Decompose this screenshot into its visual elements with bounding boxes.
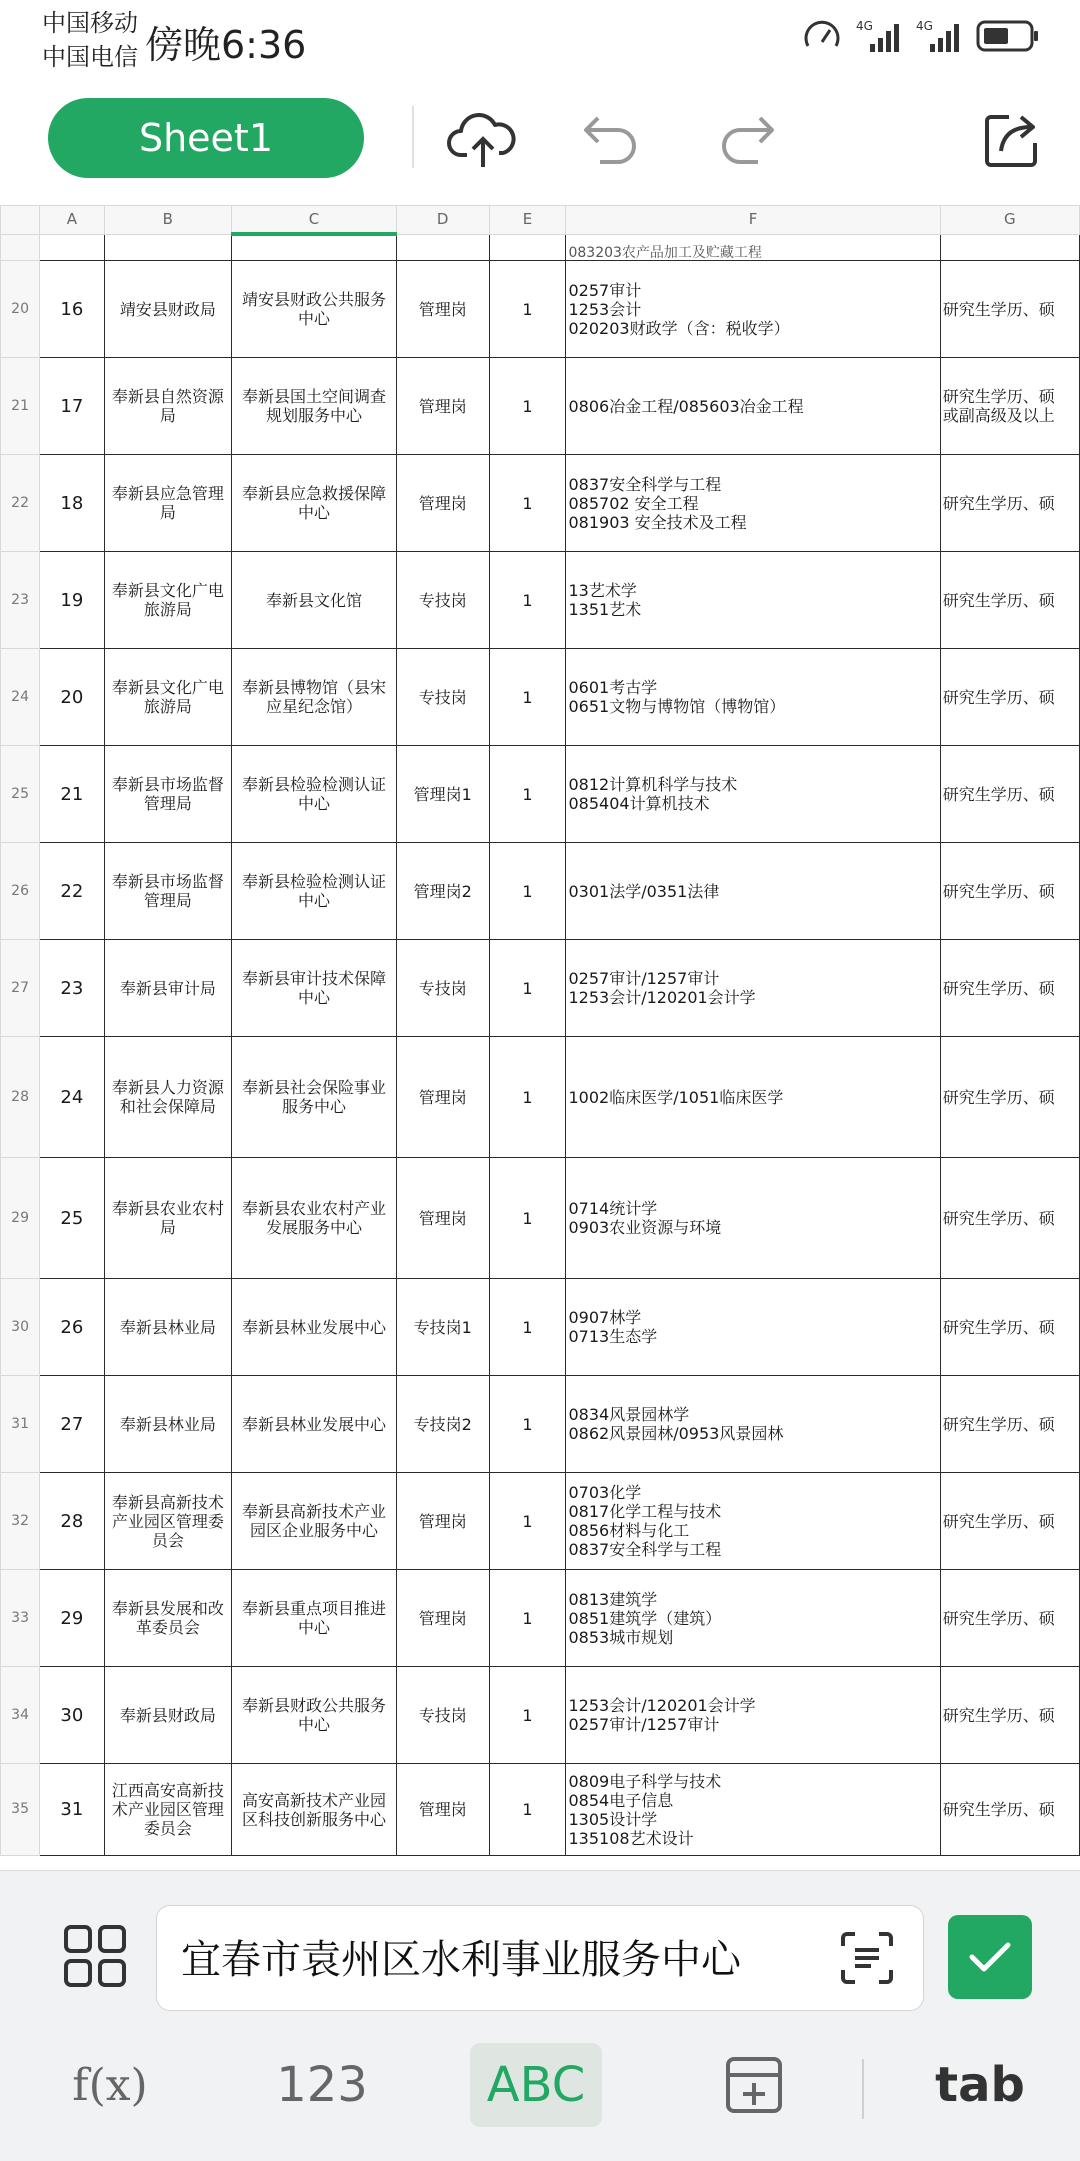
table-cell[interactable]: 21 [40, 746, 104, 843]
table-cell[interactable]: 23 [40, 940, 104, 1037]
table-cell[interactable]: 1 [489, 1764, 566, 1856]
signal-1-icon [856, 18, 902, 54]
table-cell[interactable]: 靖安县财政局 [104, 261, 232, 358]
table-cell[interactable] [396, 234, 489, 261]
row-number[interactable]: 31 [1, 1376, 40, 1473]
net-2-label: 4G [916, 19, 933, 33]
table-cell[interactable]: 19 [40, 552, 104, 649]
scan-text-icon[interactable] [839, 1930, 895, 1986]
table-cell[interactable]: 奉新县应急救援保障中心 [232, 455, 397, 552]
table-row [1, 552, 1080, 649]
table-cell[interactable] [232, 234, 397, 261]
cell-content-value[interactable]: 宜春市袁州区水利事业服务中心 [181, 1937, 741, 1983]
table-row [1, 1667, 1080, 1764]
table-cell[interactable]: 研究生学历、硕 [940, 552, 1079, 649]
carrier-info [42, 6, 138, 74]
table-cell[interactable]: 奉新县高新技术产业园区管理委员会 [104, 1473, 232, 1570]
table-cell[interactable]: 奉新县财政局 [104, 1667, 232, 1764]
table-cell[interactable]: 江西高安高新技术产业园区管理委员会 [104, 1764, 232, 1856]
table-cell[interactable]: 管理岗1 [396, 746, 489, 843]
table-cell[interactable]: 奉新县社会保险事业服务中心 [232, 1037, 397, 1158]
table-cell[interactable]: 1 [489, 261, 566, 358]
table-cell[interactable]: 研究生学历、硕 [940, 1279, 1079, 1376]
table-cell[interactable]: 0834风景园林学 0862风景园林/0953风景园林 [566, 1376, 940, 1473]
table-cell[interactable]: 1 [489, 1667, 566, 1764]
battery-icon [976, 19, 1040, 53]
table-cell[interactable]: 0601考古学 0651文物与博物馆（博物馆） [566, 649, 940, 746]
table-cell[interactable]: 0806冶金工程/085603冶金工程 [566, 358, 940, 455]
table-cell[interactable]: 1 [489, 940, 566, 1037]
table-cell[interactable] [104, 234, 232, 261]
table-cell[interactable]: 1 [489, 1473, 566, 1570]
table-cell[interactable]: 研究生学历、硕 [940, 746, 1079, 843]
share-icon[interactable] [974, 102, 1050, 178]
clock: 傍晚6:36 [145, 23, 307, 67]
table-cell[interactable]: 研究生学历、硕 [940, 1473, 1079, 1570]
table-cell[interactable]: 1 [489, 1037, 566, 1158]
table-row-partial [1, 234, 1080, 261]
table-row [1, 261, 1080, 358]
table-cell[interactable]: 奉新县林业发展中心 [232, 1376, 397, 1473]
status-icons [802, 18, 1040, 54]
table-cell[interactable]: 奉新县国土空间调查规划服务中心 [232, 358, 397, 455]
table-cell[interactable]: 专技岗 [396, 1667, 489, 1764]
cloud-upload-icon[interactable] [444, 102, 520, 178]
table-cell[interactable]: 研究生学历、硕 [940, 649, 1079, 746]
table-cell[interactable]: 研究生学历、硕 [940, 1158, 1079, 1279]
status-bar [0, 0, 1080, 80]
table-cell[interactable]: 管理岗 [396, 1764, 489, 1856]
row-number[interactable]: 29 [1, 1158, 40, 1279]
table-cell[interactable]: 1 [489, 649, 566, 746]
table-cell[interactable]: 28 [40, 1473, 104, 1570]
table-cell[interactable]: 1 [489, 358, 566, 455]
table-cell[interactable]: 1 [489, 1376, 566, 1473]
table-cell[interactable]: 0837安全科学与工程 085702 安全工程 081903 安全技术及工程 [566, 455, 940, 552]
table-cell[interactable]: 24 [40, 1037, 104, 1158]
table-cell[interactable]: 18 [40, 455, 104, 552]
table-cell[interactable]: 奉新县发展和改革委员会 [104, 1570, 232, 1667]
table-cell[interactable]: 专技岗1 [396, 1279, 489, 1376]
table-cell[interactable]: 奉新县文化广电旅游局 [104, 649, 232, 746]
confirm-button[interactable] [948, 1915, 1032, 1999]
table-row [1, 1473, 1080, 1570]
row-number[interactable]: 32 [1, 1473, 40, 1570]
table-cell[interactable]: 1 [489, 746, 566, 843]
mode-divider [862, 2059, 864, 2119]
table-cell[interactable]: 25 [40, 1158, 104, 1279]
row-number[interactable]: 27 [1, 940, 40, 1037]
table-cell[interactable]: 奉新县高新技术产业园区企业服务中心 [232, 1473, 397, 1570]
abc-mode-key[interactable]: ABC [470, 2043, 602, 2127]
table-cell[interactable]: 研究生学历、硕 [940, 455, 1079, 552]
column-header-c[interactable]: C [232, 206, 397, 235]
table-cell[interactable]: 管理岗 [396, 261, 489, 358]
table-cell[interactable]: 29 [40, 1570, 104, 1667]
table-cell[interactable]: 1 [489, 455, 566, 552]
table-cell[interactable]: 奉新县文化馆 [232, 552, 397, 649]
input-mode-bar [0, 2033, 1080, 2133]
table-cell[interactable]: 1 [489, 1279, 566, 1376]
row-number[interactable]: 26 [1, 843, 40, 940]
table-cell[interactable]: 研究生学历、硕 [940, 1570, 1079, 1667]
table-cell[interactable]: 靖安县财政公共服务中心 [232, 261, 397, 358]
column-header-g[interactable]: G [940, 206, 1079, 235]
table-cell[interactable]: 1 [489, 843, 566, 940]
table-cell[interactable]: 30 [40, 1667, 104, 1764]
table-cell[interactable]: 0907林学 0713生态学 [566, 1279, 940, 1376]
table-cell[interactable]: 专技岗 [396, 552, 489, 649]
table-cell[interactable]: 13艺术学 1351艺术 [566, 552, 940, 649]
table-cell[interactable]: 奉新县自然资源局 [104, 358, 232, 455]
table-cell[interactable]: 高安高新技术产业园区科技创新服务中心 [232, 1764, 397, 1856]
table-row [1, 455, 1080, 552]
table-cell[interactable]: 0301法学/0351法律 [566, 843, 940, 940]
table-cell[interactable]: 研究生学历、硕 [940, 940, 1079, 1037]
table-cell[interactable]: 奉新县林业发展中心 [232, 1279, 397, 1376]
row-number[interactable] [1, 234, 40, 261]
corner-cell[interactable] [1, 206, 40, 235]
table-cell[interactable]: 奉新县林业局 [104, 1279, 232, 1376]
table-cell[interactable]: 管理岗 [396, 1037, 489, 1158]
spreadsheet-grid[interactable] [0, 205, 1080, 1870]
table-cell[interactable]: 奉新县审计技术保障中心 [232, 940, 397, 1037]
toolbar [0, 90, 1080, 190]
carrier-1: 中国移动 [42, 9, 138, 37]
cell-input-panel [0, 1870, 1080, 2161]
column-header-a[interactable]: A [40, 206, 104, 235]
table-cell[interactable]: 17 [40, 358, 104, 455]
table-cell[interactable]: 研究生学历、硕 [940, 261, 1079, 358]
row-number[interactable]: 21 [1, 358, 40, 455]
column-header-row [1, 206, 1080, 235]
table-cell[interactable]: 0257审计/1257审计 1253会计/120201会计学 [566, 940, 940, 1037]
row-number[interactable]: 20 [1, 261, 40, 358]
table-cell[interactable]: 26 [40, 1279, 104, 1376]
table-cell[interactable]: 奉新县财政公共服务中心 [232, 1667, 397, 1764]
table-cell[interactable]: 奉新县检验检测认证中心 [232, 843, 397, 940]
table-cell[interactable]: 管理岗 [396, 455, 489, 552]
table-row [1, 746, 1080, 843]
table-cell[interactable] [40, 234, 104, 261]
table-cell[interactable]: 研究生学历、硕 或副高级及以上 [940, 358, 1079, 455]
table-cell[interactable]: 专技岗 [396, 649, 489, 746]
table-cell[interactable]: 1253会计/120201会计学 0257审计/1257审计 [566, 1667, 940, 1764]
table-row [1, 1037, 1080, 1158]
table-cell[interactable]: 管理岗 [396, 1473, 489, 1570]
table-cell[interactable]: 奉新县人力资源和社会保障局 [104, 1037, 232, 1158]
table-cell[interactable]: 奉新县审计局 [104, 940, 232, 1037]
table-cell[interactable]: 0813建筑学 0851建筑学（建筑） 0853城市规划 [566, 1570, 940, 1667]
carrier-2: 中国电信 [42, 43, 138, 71]
toolbar-divider [412, 106, 414, 168]
table-cell[interactable]: 研究生学历、硕 [940, 1376, 1079, 1473]
table-row [1, 1279, 1080, 1376]
table-row [1, 1764, 1080, 1856]
sheet-tab-button[interactable]: Sheet1 [48, 98, 364, 178]
table-cell[interactable]: 奉新县文化广电旅游局 [104, 552, 232, 649]
column-header-d[interactable]: D [396, 206, 489, 235]
row-number[interactable]: 22 [1, 455, 40, 552]
number-mode-key[interactable]: 123 [276, 2057, 368, 2113]
table-cell[interactable]: 奉新县检验检测认证中心 [232, 746, 397, 843]
table-cell[interactable]: 管理岗2 [396, 843, 489, 940]
table-cell[interactable]: 奉新县重点项目推进中心 [232, 1570, 397, 1667]
row-number[interactable]: 28 [1, 1037, 40, 1158]
table-cell[interactable]: 专技岗 [396, 940, 489, 1037]
table-cell[interactable]: 1002临床医学/1051临床医学 [566, 1037, 940, 1158]
cell-content-input[interactable] [156, 1905, 924, 2011]
apps-grid-icon[interactable] [62, 1923, 128, 1989]
table-cell[interactable]: 奉新县市场监督管理局 [104, 746, 232, 843]
table-row [1, 940, 1080, 1037]
table-insert-icon[interactable] [718, 2043, 790, 2127]
table-cell[interactable]: 专技岗2 [396, 1376, 489, 1473]
speed-icon [802, 18, 842, 54]
table-row [1, 1376, 1080, 1473]
table-cell[interactable]: 研究生学历、硕 [940, 843, 1079, 940]
row-number[interactable]: 24 [1, 649, 40, 746]
table-cell[interactable]: 研究生学历、硕 [940, 1037, 1079, 1158]
column-header-e[interactable]: E [489, 206, 566, 235]
table-cell[interactable]: 27 [40, 1376, 104, 1473]
table-cell[interactable] [940, 234, 1079, 261]
table-cell[interactable]: 20 [40, 649, 104, 746]
table-cell[interactable]: 0812计算机科学与技术 085404计算机技术 [566, 746, 940, 843]
table-cell[interactable]: 奉新县农业农村局 [104, 1158, 232, 1279]
check-icon [966, 1937, 1014, 1977]
column-header-b[interactable]: B [104, 206, 232, 235]
table-cell[interactable]: 奉新县市场监督管理局 [104, 843, 232, 940]
row-number[interactable]: 33 [1, 1570, 40, 1667]
table-row [1, 843, 1080, 940]
sheet-table [0, 205, 1080, 1856]
table-cell[interactable]: 奉新县农业农村产业发展服务中心 [232, 1158, 397, 1279]
table-cell[interactable]: 奉新县博物馆（县宋应星纪念馆） [232, 649, 397, 746]
table-row [1, 1158, 1080, 1279]
table-cell[interactable]: 管理岗 [396, 358, 489, 455]
table-cell[interactable]: 083203农产品加工及贮藏工程 [566, 234, 940, 261]
table-cell[interactable]: 管理岗 [396, 1158, 489, 1279]
table-row [1, 649, 1080, 746]
table-cell[interactable]: 研究生学历、硕 [940, 1764, 1079, 1856]
table-cell[interactable]: 1 [489, 1570, 566, 1667]
table-cell[interactable]: 31 [40, 1764, 104, 1856]
table-cell[interactable]: 0703化学 0817化学工程与技术 0856材料与化工 0837安全科学与工程 [566, 1473, 940, 1570]
table-cell[interactable]: 管理岗 [396, 1570, 489, 1667]
table-cell[interactable]: 0809电子科学与技术 0854电子信息 1305设计学 135108艺术设计 [566, 1764, 940, 1856]
table-row [1, 358, 1080, 455]
row-number[interactable]: 35 [1, 1764, 40, 1856]
row-number[interactable]: 30 [1, 1279, 40, 1376]
function-mode-key[interactable]: f(x) [72, 2059, 148, 2111]
table-cell[interactable]: 22 [40, 843, 104, 940]
table-cell[interactable]: 奉新县应急管理局 [104, 455, 232, 552]
row-number[interactable]: 34 [1, 1667, 40, 1764]
undo-icon[interactable] [574, 102, 650, 178]
table-cell[interactable] [489, 234, 566, 261]
table-cell[interactable]: 1 [489, 1158, 566, 1279]
redo-icon[interactable] [708, 102, 784, 178]
tab-key[interactable]: tab [935, 2057, 1025, 2113]
table-cell[interactable]: 16 [40, 261, 104, 358]
table-cell[interactable]: 奉新县林业局 [104, 1376, 232, 1473]
row-number[interactable]: 25 [1, 746, 40, 843]
table-row [1, 1570, 1080, 1667]
table-cell[interactable]: 0714统计学 0903农业资源与环境 [566, 1158, 940, 1279]
net-1-label: 4G [856, 19, 873, 33]
column-header-f[interactable]: F [566, 206, 940, 235]
signal-2-icon [916, 18, 962, 54]
table-cell[interactable]: 0257审计 1253会计 020203财政学（含：税收学） [566, 261, 940, 358]
table-cell[interactable]: 研究生学历、硕 [940, 1667, 1079, 1764]
table-cell[interactable]: 1 [489, 552, 566, 649]
row-number[interactable]: 23 [1, 552, 40, 649]
